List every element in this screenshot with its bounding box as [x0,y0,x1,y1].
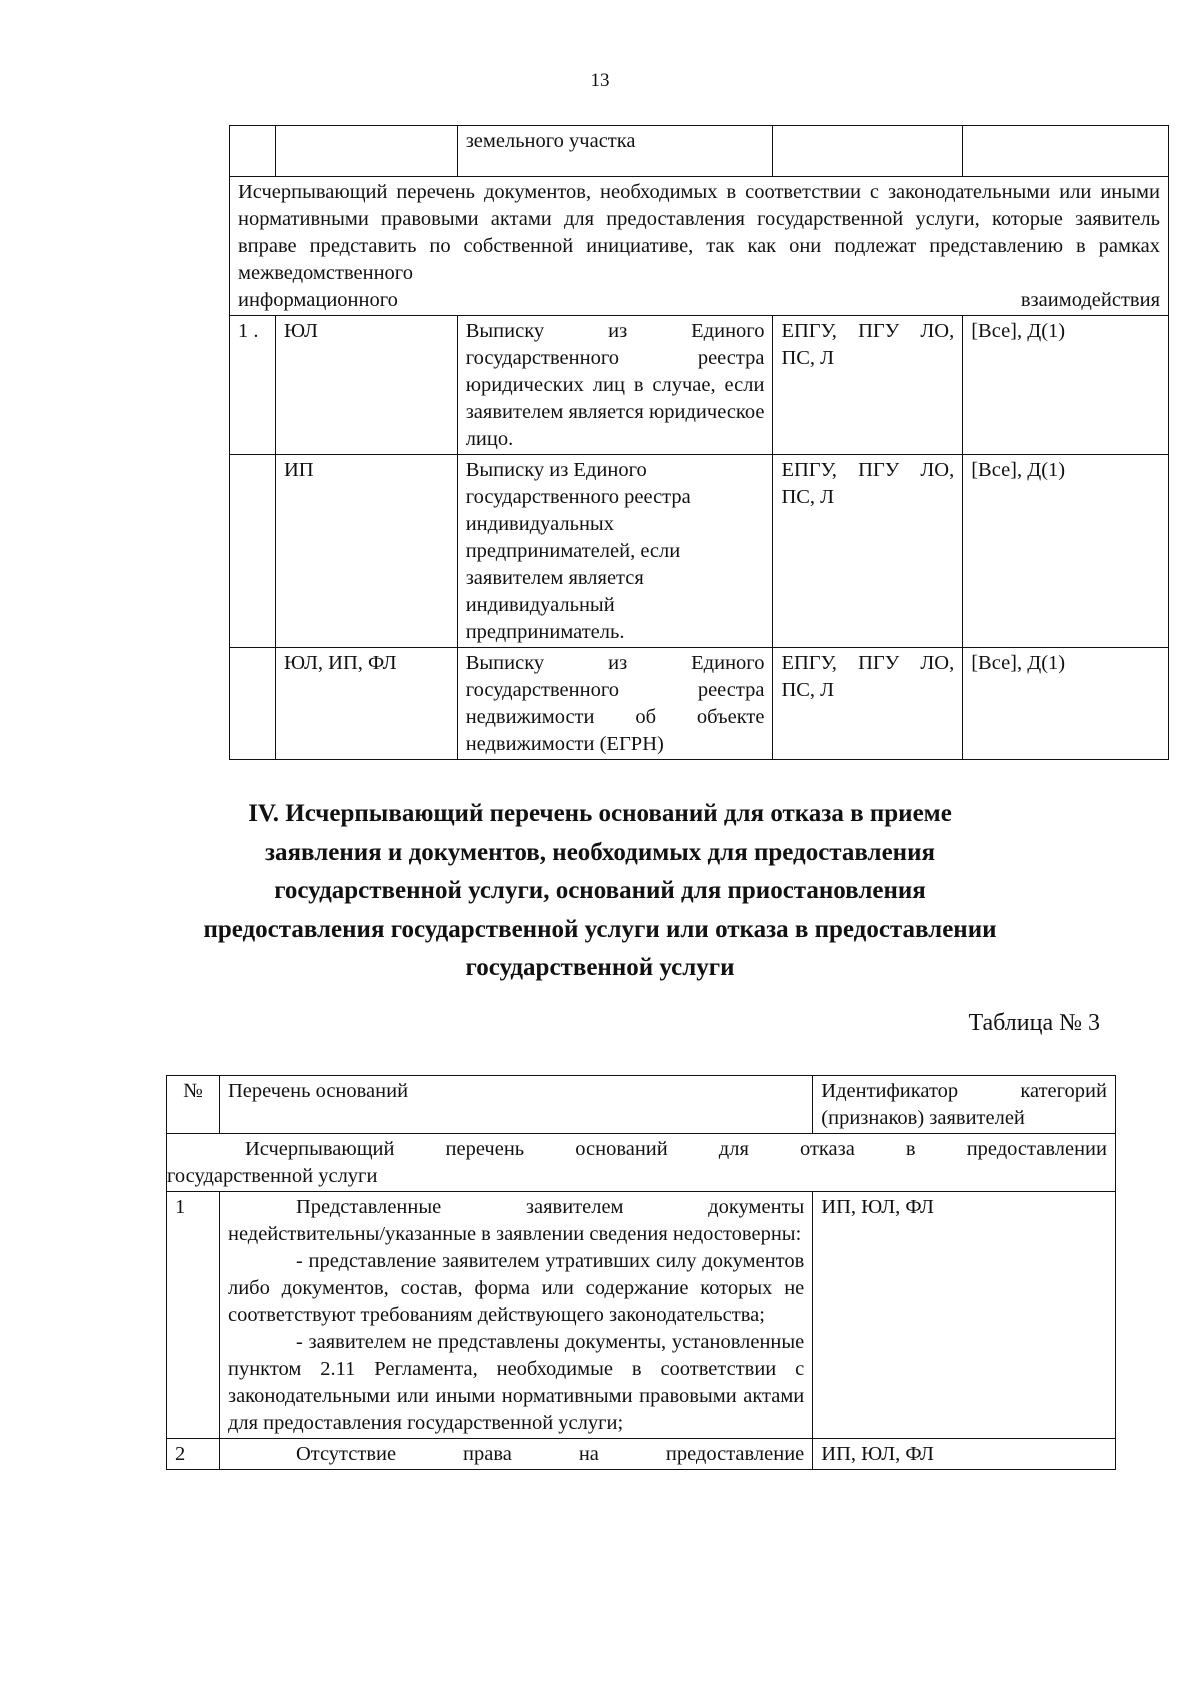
row-number [230,648,276,760]
submission-channels: ЕПГУ, ПГУ ЛО, ПС, Л [773,455,963,648]
cell-num [230,126,276,177]
document-description: Выписку из Единого государственного реестра недвижимости об объекте недвижимости (ЕГРН) [457,648,773,760]
table-row [230,316,1169,455]
paragraph: Отсутствие права на предоставление [295,1443,805,1465]
table-row [167,1192,1116,1439]
paragraph: - заявителем не представлены документы, установленные пунктом 2.11 Регламента, необходимые в соответствии с законодательными или иными нормативными правовыми актами для предоставления государственной услуги; [227,1331,805,1434]
header-num: № [167,1076,220,1134]
cell-document: земельного участка [457,126,773,177]
section-header-cell: Исчерпывающий перечень документов, необходимых в соответствии с законодательными или иными нормативными правовыми актами для предоставления государственной услуги, которые заявитель вправе представить по собственной инициативе, так как они подлежат представлению в рамках межведомственного информационного взаимодействия [230,177,1169,316]
document-description: Выписку из Единого государственного реестра юридических лиц в случае, если заявителем является юридическое лицо. [457,316,773,455]
grounds-text [219,1439,812,1470]
section-header-row [230,177,1169,316]
table-row-continued [230,126,1169,177]
header-identifier: Идентификатор категорий (признаков) заявителей [813,1076,1116,1134]
submission-channels: ЕПГУ, ПГУ ЛО, ПС, Л [773,316,963,455]
page-number: 13 [590,70,610,91]
subheader-line: государственной услуги [167,1165,378,1187]
row-number: 1 [167,1192,220,1439]
table-caption: Таблица № 3 [968,1010,1100,1036]
row-number [230,455,276,648]
applicability: [Все], Д(1) [963,455,1169,648]
applicant-category: ИП [275,455,457,648]
refusal-grounds-table [166,1075,1116,1470]
table-header-row [167,1076,1116,1134]
heading-line: заявления и документов, необходимых для предоставления [264,838,936,866]
table-row [167,1439,1116,1470]
documents-table [229,125,1169,760]
subheader-cell [167,1134,1116,1192]
header-grounds: Перечень оснований [219,1076,812,1134]
row-number: 2 [167,1439,220,1470]
applicant-identifier: ИП, ЮЛ, ФЛ [813,1192,1116,1439]
grounds-text [219,1192,812,1439]
applicant-identifier: ИП, ЮЛ, ФЛ [813,1439,1116,1470]
applicant-category: ЮЛ, ИП, ФЛ [275,648,457,760]
cell-channels [773,126,963,177]
cell-category [275,126,457,177]
table-row [230,455,1169,648]
document-description: Выписку из Единого государственного реестра индивидуальных предпринимателей, если заявителем является индивидуальный предприниматель. [457,455,773,648]
row-number: 1 . [230,316,276,455]
section-heading [150,795,1050,988]
paragraph: Представленные заявителем документы недействительны/указанные в заявлении сведения недостоверны: [227,1196,805,1245]
applicability: [Все], Д(1) [963,648,1169,760]
applicant-category: ЮЛ [275,316,457,455]
submission-channels: ЕПГУ, ПГУ ЛО, ПС, Л [773,648,963,760]
heading-line: государственной услуги [465,954,735,981]
subheader-line: Исчерпывающий перечень оснований для отказа в предоставлении [245,1138,1107,1160]
heading-line: государственной услуги, оснований для приостановления [274,877,926,904]
applicability: [Все], Д(1) [963,316,1169,455]
heading-line: предоставления государственной услуги или отказа в предоставлении [203,915,997,943]
heading-line: IV. Исчерпывающий перечень оснований для отказа в приеме [248,800,952,827]
cell-applicability [963,126,1169,177]
paragraph: - представление заявителем утративших силу документов либо документов, состав, форма или содержание которых не соответствуют требованиям действующего законодательства; [227,1250,805,1326]
subheader-row [167,1134,1116,1192]
table-row [230,648,1169,760]
